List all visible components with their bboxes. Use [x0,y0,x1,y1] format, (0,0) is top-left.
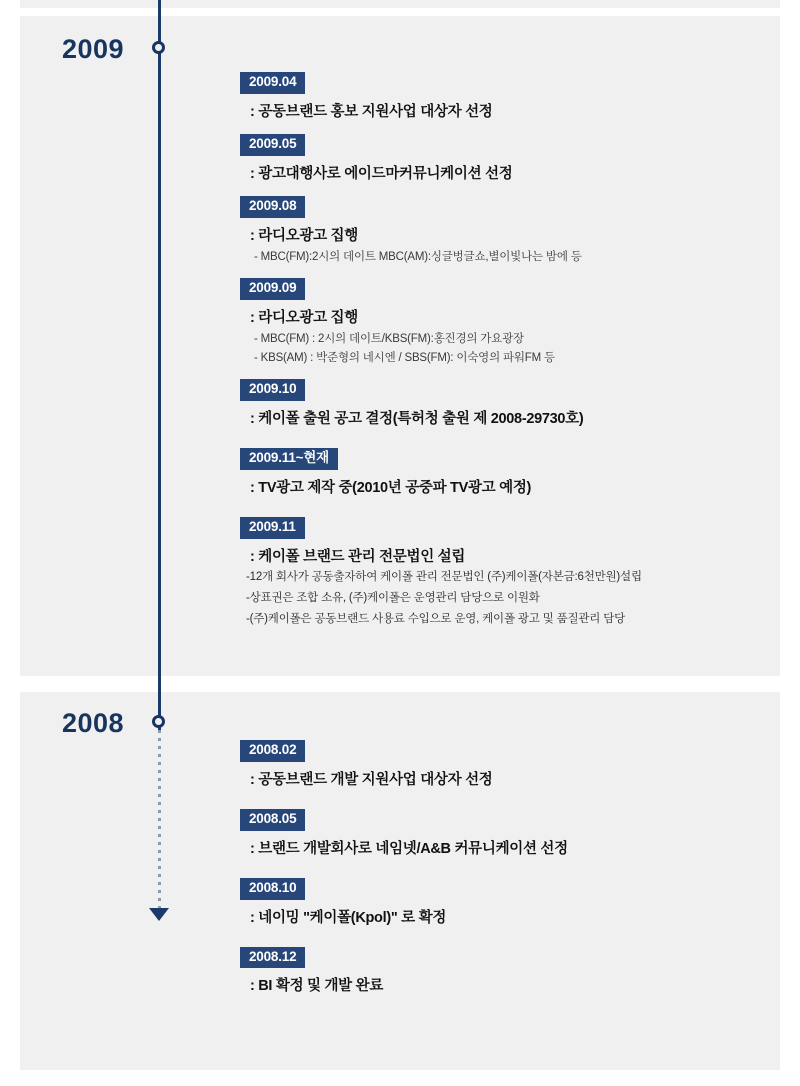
entry-headline: : BI 확정 및 개발 완료 [250,978,384,995]
entry-list-2009 [240,72,770,628]
entry-date-tag: 2009.04 [240,72,305,94]
entry-headline: : TV광고 제작 중(2010년 공중파 TV광고 예정) [250,480,532,497]
entry-list-2008 [240,740,770,995]
entry-date-tag: 2009.11~현재 [240,448,338,470]
entry-date-tag: 2009.11 [240,517,305,539]
entry-headline: : 라디오광고 집행 [250,310,358,327]
timeline-entry [240,448,770,497]
timeline-spine-dotted [158,730,161,915]
year-label-2008: 2008 [62,708,125,738]
entry-date-tag: 2009.10 [240,379,305,401]
entry-detail: -상표권은 조합 소유, (주)케이폴은 운영관리 담당으로 이원화 [246,591,540,604]
entry-date-tag: 2008.10 [240,878,305,900]
entry-headline: : 브랜드 개발회사로 네임넷/A&B 커뮤니케이션 선정 [250,840,568,857]
entry-detail: - MBC(FM):2시의 데이트 MBC(AM):싱글벙글쇼,별이빛나는 밤에 등 [254,250,582,263]
timeline-entry [240,72,770,121]
timeline-entry [240,196,770,266]
timeline-entry [240,134,770,183]
timeline-entry [240,379,770,428]
entry-date-tag: 2008.05 [240,809,305,831]
timeline-spine [158,0,161,730]
top-panel-stub [20,0,780,8]
entry-date-tag: 2009.05 [240,134,305,156]
year-label-2009: 2009 [62,34,125,64]
chevron-down-icon [149,908,169,921]
entry-headline: : 라디오광고 집행 [250,227,358,244]
entry-headline: : 공동브랜드 홍보 지원사업 대상자 선정 [250,103,493,120]
entry-headline: : 공동브랜드 개발 지원사업 대상자 선정 [250,771,493,788]
timeline-entry [240,740,770,789]
entry-detail: - MBC(FM) : 2시의 데이트/KBS(FM):홍진경의 가요광장 [254,333,524,346]
timeline-entry [240,809,770,858]
entry-headline: : 네이밍 "케이폴(Kpol)" 로 확정 [250,909,447,926]
entry-date-tag: 2008.12 [240,947,305,969]
timeline-node-2008 [152,715,165,728]
entry-detail: -(주)케이폴은 공동브랜드 사용료 수입으로 운영, 케이폴 광고 및 품질관리 담당 [246,612,626,625]
entry-date-tag: 2008.02 [240,740,305,762]
timeline-entry [240,878,770,927]
entry-date-tag: 2009.08 [240,196,305,218]
entry-date-tag: 2009.09 [240,278,305,300]
entry-detail: - KBS(AM) : 박준형의 네시엔 / SBS(FM): 이숙영의 파워FM 등 [254,351,555,364]
entry-headline: : 케이폴 출원 공고 결정(특허청 출원 제 2008-29730호) [250,411,584,428]
entry-headline: : 광고대행사로 에이드마커뮤니케이션 선정 [250,165,513,182]
entry-headline: : 케이폴 브랜드 관리 전문법인 설립 [250,548,466,565]
timeline-entry [240,517,770,628]
timeline-node-2009 [152,41,165,54]
timeline-entry [240,278,770,366]
entry-detail: -12개 회사가 공동출자하여 케이폴 관리 전문법인 (주)케이폴(자본금:6천만원)설립 [246,570,642,583]
timeline-entry [240,947,770,996]
